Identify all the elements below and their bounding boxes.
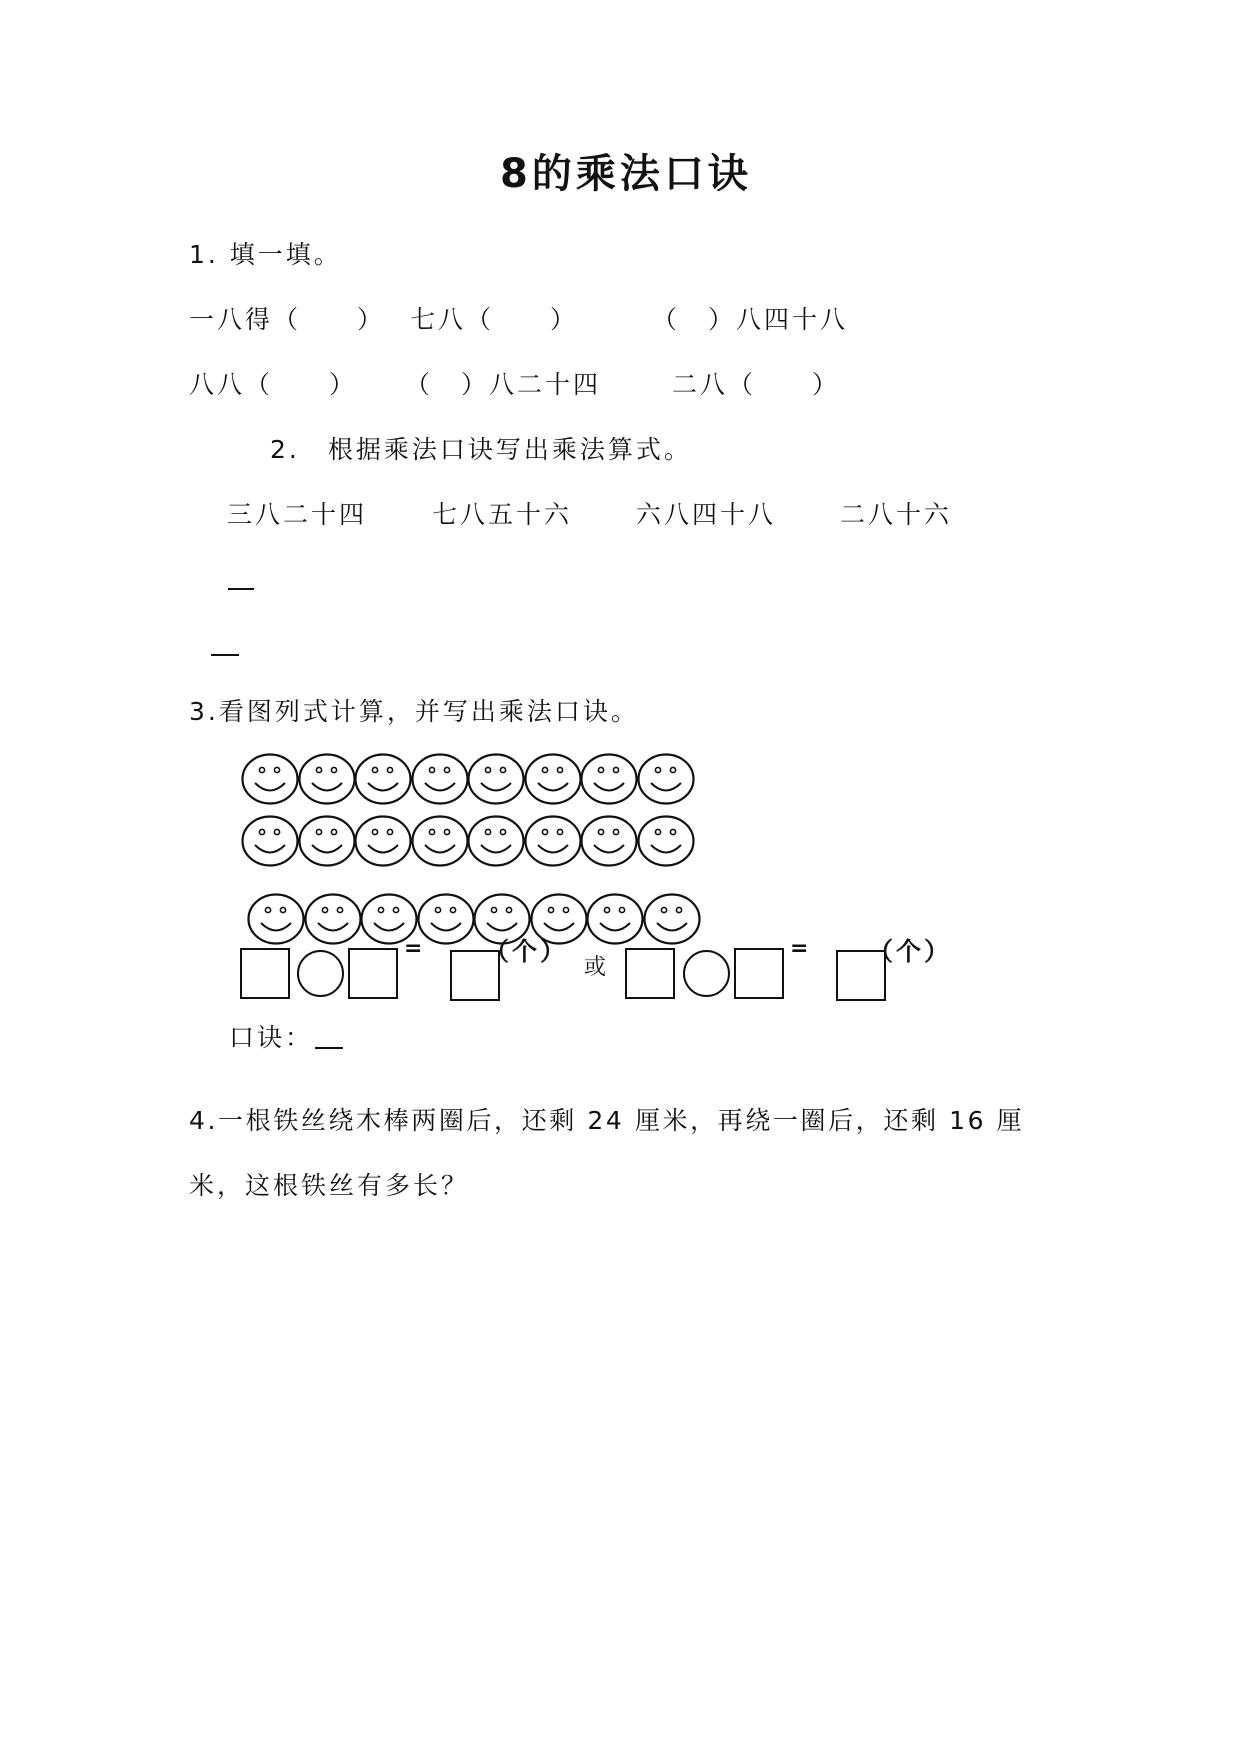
fill-item: 二八（ ） <box>672 370 841 399</box>
smiley-face <box>586 893 644 945</box>
fill-item: 七八（ ） <box>410 305 579 334</box>
unit-label: （个） <box>484 937 569 966</box>
smiley-face <box>298 815 356 867</box>
smiley-face <box>637 815 695 867</box>
smiley-face <box>241 815 299 867</box>
smiley-face <box>304 893 362 945</box>
fill-item: 八八（ ） <box>189 370 358 399</box>
operator-circle[interactable] <box>297 950 344 997</box>
smiley-face <box>354 815 412 867</box>
fill-item: （ ）八二十四 <box>405 370 602 399</box>
equals-sign: = <box>790 936 809 961</box>
smiley-face <box>298 753 356 805</box>
equals-sign: = <box>404 936 423 961</box>
smiley-face <box>354 753 412 805</box>
smiley-face <box>467 753 525 805</box>
smiley-face <box>411 815 469 867</box>
smiley-face <box>247 893 305 945</box>
page-title: 8的乘法口诀 <box>500 151 752 197</box>
smiley-face <box>580 815 638 867</box>
question-4-line-2: 米，这根铁丝有多长？ <box>189 1171 470 1200</box>
answer-blank[interactable] <box>211 654 239 656</box>
fill-item: （ ）八四十八 <box>652 305 849 334</box>
question-2-label: 2. 根据乘法口诀写出乘法算式。 <box>270 435 692 464</box>
smiley-face <box>524 753 582 805</box>
or-label: 或 <box>584 955 610 980</box>
question-4-line-1: 4.一根铁丝绕木棒两圈后，还剩 24 厘米，再绕一圈后，还剩 16 厘 <box>189 1106 1025 1135</box>
mnemonic-item: 三八二十四 <box>227 500 368 529</box>
smiley-face <box>637 753 695 805</box>
answer-blank[interactable] <box>315 1047 343 1049</box>
question-3-label: 3.看图列式计算，并写出乘法口诀。 <box>189 697 639 726</box>
answer-box[interactable] <box>734 948 784 999</box>
mnemonic-item: 七八五十六 <box>432 500 573 529</box>
smiley-face <box>524 815 582 867</box>
mnemonic-label: 口诀： <box>229 1023 314 1052</box>
smiley-face <box>411 753 469 805</box>
smiley-face <box>643 893 701 945</box>
operator-circle[interactable] <box>683 950 730 997</box>
answer-box[interactable] <box>348 948 398 999</box>
smiley-face <box>467 815 525 867</box>
answer-box[interactable] <box>240 948 290 999</box>
smiley-face <box>417 893 475 945</box>
smiley-face <box>580 753 638 805</box>
mnemonic-item: 六八四十八 <box>636 500 777 529</box>
smiley-face <box>241 753 299 805</box>
answer-box[interactable] <box>625 948 675 999</box>
question-1-label: 1. 填一填。 <box>189 240 342 269</box>
fill-item: 一八得（ ） <box>189 305 386 334</box>
answer-blank[interactable] <box>228 588 254 590</box>
mnemonic-item: 二八十六 <box>840 500 953 529</box>
unit-label: （个） <box>868 937 953 966</box>
